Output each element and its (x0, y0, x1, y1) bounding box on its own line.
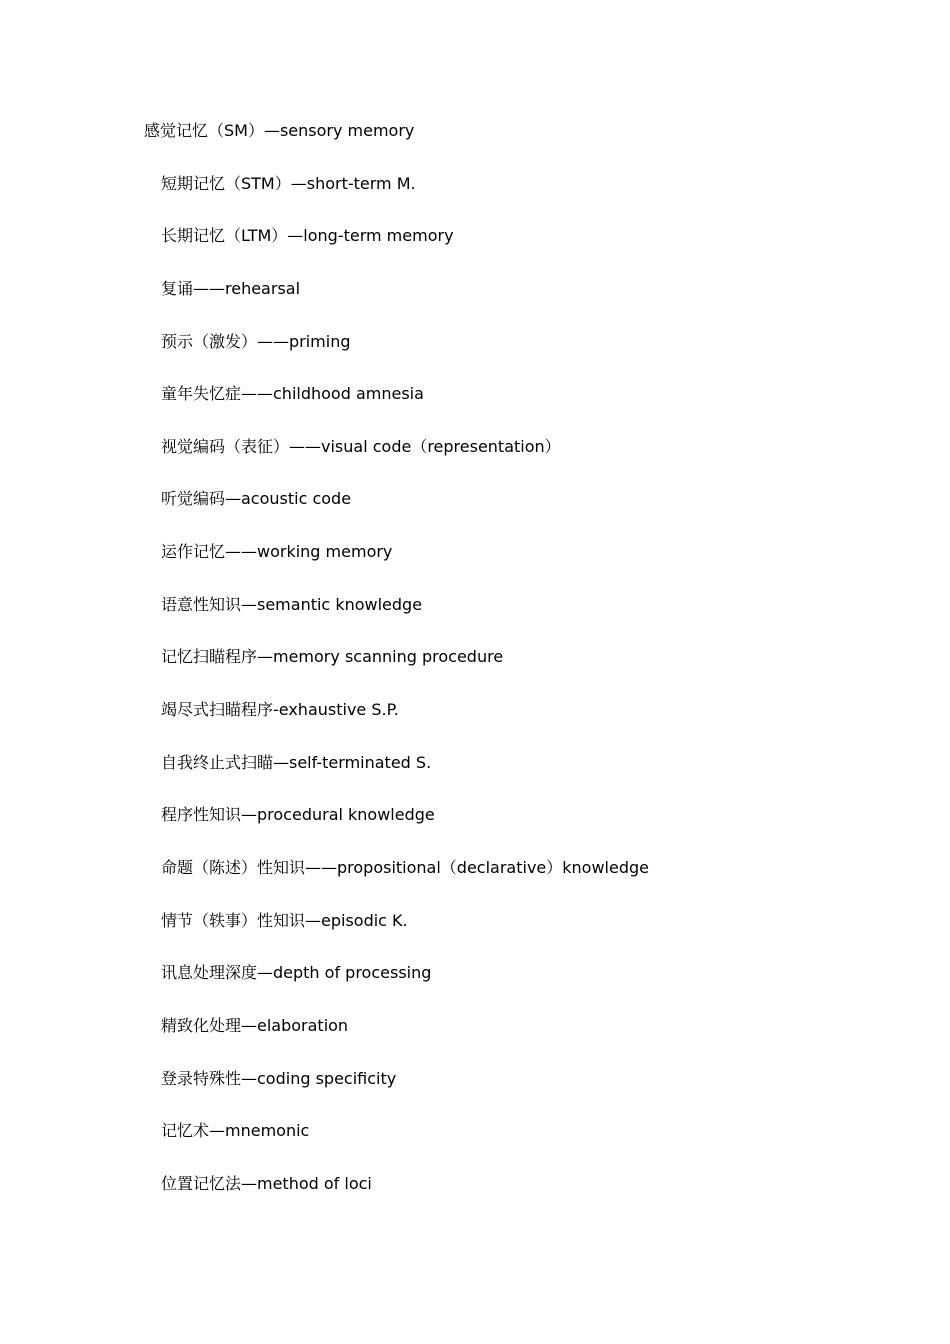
glossary-term: 感觉记忆（SM）—sensory memory (144, 121, 415, 140)
glossary-list (144, 118, 649, 1223)
glossary-term: 长期记忆（LTM）—long-term memory (161, 226, 454, 246)
glossary-term: 运作记忆——working memory (161, 542, 393, 562)
glossary-term: 命题（陈述）性知识——propositional（declarative）knowledge (161, 857, 649, 877)
glossary-term: 情节（轶事）性知识—episodic K. (161, 910, 408, 930)
glossary-term: 程序性知识—procedural knowledge (161, 805, 435, 825)
glossary-term: 讯息处理深度—depth of processing (161, 963, 432, 983)
glossary-term: 记忆术—mnemonic (161, 1121, 310, 1141)
glossary-term: 竭尽式扫瞄程序-exhaustive S.P. (161, 700, 399, 720)
glossary-term: 复诵——rehearsal (161, 278, 301, 298)
glossary-term: 视觉编码（表征）——visual code（representation） (161, 436, 561, 456)
glossary-term: 自我终止式扫瞄—self-terminated S. (161, 752, 432, 772)
glossary-term: 短期记忆（STM）—short-term M. (161, 173, 416, 193)
glossary-term: 听觉编码—acoustic code (161, 489, 352, 509)
glossary-term: 预示（激发）——priming (161, 331, 351, 351)
glossary-term: 登录特殊性—coding specificity (161, 1068, 397, 1088)
glossary-term: 记忆扫瞄程序—memory scanning procedure (161, 647, 504, 667)
glossary-term: 位置记忆法—method of loci (161, 1173, 372, 1193)
glossary-term: 精致化处理—elaboration (161, 1015, 349, 1035)
glossary-term: 语意性知识—semantic knowledge (161, 594, 423, 614)
glossary-term: 童年失忆症——childhood amnesia (161, 384, 424, 404)
